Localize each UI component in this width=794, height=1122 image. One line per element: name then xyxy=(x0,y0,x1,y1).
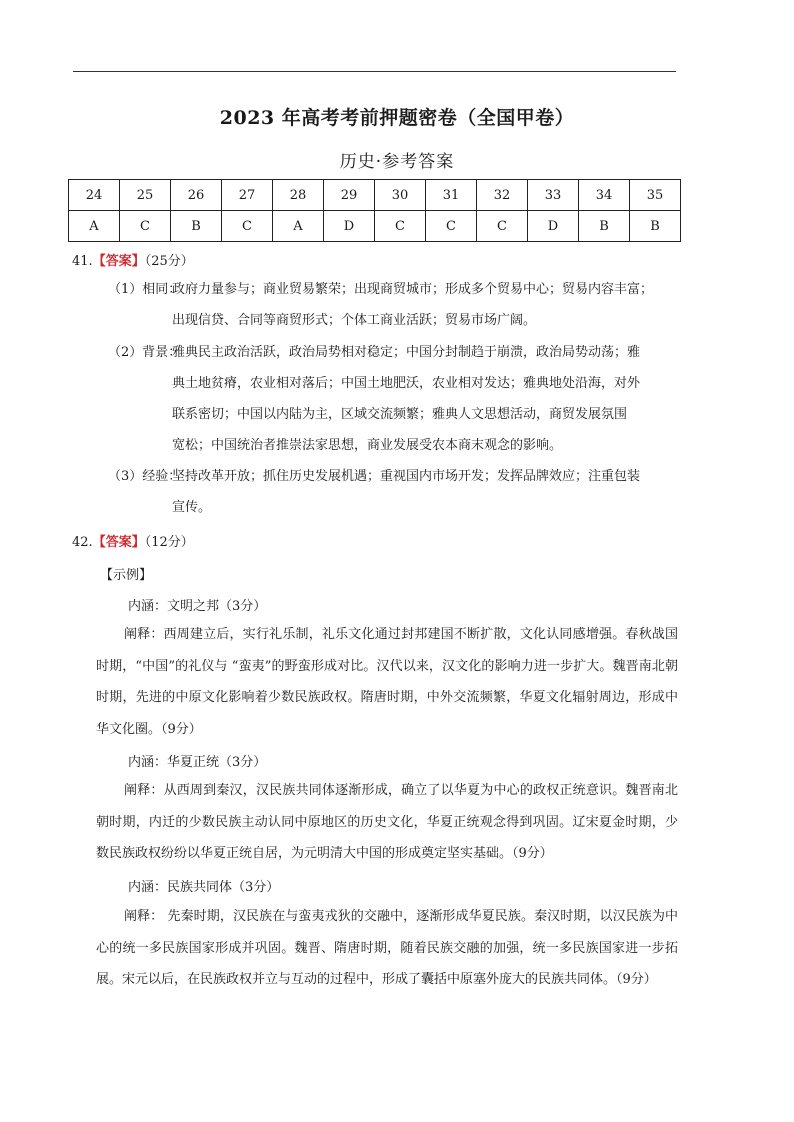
answer-cell: A xyxy=(273,211,324,242)
q41-part-1 xyxy=(108,274,680,336)
question-number-cell: 26 xyxy=(171,180,222,211)
text-line: 出现信贷、合同等商贸形式；个体工商业活跃；贸易市场广阔。 xyxy=(172,313,537,328)
text-line: 典土地贫瘠，农业相对落后；中国土地肥沃，农业相对发达；雅典地处沿海，对外 xyxy=(172,376,641,391)
q42-connotation-1: 内涵：文明之邦（3分） xyxy=(128,599,267,614)
answer-cell: C xyxy=(222,211,273,242)
question-number-cell: 32 xyxy=(477,180,528,211)
text-line: 联系密切；中国以内陆为主，区域交流频繁；雅典人文思想活动，商贸发展氛围 xyxy=(172,407,628,422)
q41-answer-tag: 【答案】 xyxy=(92,254,145,269)
question-number-cell: 33 xyxy=(528,180,579,211)
question-number-cell: 30 xyxy=(375,180,426,211)
q41-number: 41. xyxy=(72,254,93,269)
q42-number: 42. xyxy=(72,535,93,550)
answer-cell: A xyxy=(69,211,120,242)
q42-answer-tag: 【答案】 xyxy=(92,535,145,550)
q41-part-3-label: （3）经验： xyxy=(108,469,182,484)
q41-part-2-text xyxy=(172,337,680,461)
header-rule xyxy=(73,71,676,72)
q42-connotation-3: 内涵：民族共同体（3分） xyxy=(128,880,280,895)
answer-cell: C xyxy=(426,211,477,242)
question-number-row xyxy=(69,180,681,211)
answer-cell: D xyxy=(528,211,579,242)
q41-part-3-text xyxy=(172,461,680,523)
question-number-cell: 28 xyxy=(273,180,324,211)
question-number-cell: 27 xyxy=(222,180,273,211)
q42-heading xyxy=(72,531,194,550)
text-line: 雅典民主政治活跃，政治局势相对稳定；中国分封制趋于崩溃，政治局势动荡；雅 xyxy=(172,345,641,360)
q42-example-label: 【示例】 xyxy=(100,568,153,583)
answer-cell: C xyxy=(120,211,171,242)
q41-part-1-label: （1）相同： xyxy=(108,282,182,297)
question-number-cell: 31 xyxy=(426,180,477,211)
q42-connotation-2: 内涵：华夏正统（3分） xyxy=(128,755,267,770)
answer-cell: C xyxy=(477,211,528,242)
page-title: 2023 年高考考前押题密卷（全国甲卷） xyxy=(219,107,575,129)
q41-part-1-text xyxy=(172,274,680,336)
text-line: 宣传。 xyxy=(172,500,212,515)
answer-row xyxy=(69,211,681,242)
q41-part-2-label: （2）背景： xyxy=(108,345,182,360)
question-number-cell: 29 xyxy=(324,180,375,211)
question-number-cell: 35 xyxy=(630,180,681,211)
text-line: 坚持改革开放；抓住历史发展机遇；重视国内市场开发；发挥品牌效应；注重包装 xyxy=(172,469,641,484)
q41-part-2 xyxy=(108,337,680,461)
q42-explanation-2: 阐释：从西周到秦汉，汉民族共同体逐渐形成，确立了以华夏为中心的政权正统意识。魏晋南北朝时期，内迁的少数民族主动认同中原地区的历史文化，华夏正统观念得到巩固。辽宋夏金时期，少数民族政权纷纷以华夏正统自居，为元明清大中国的形成奠定坚实基础。（9分） xyxy=(96,783,678,861)
q42-score: （12分） xyxy=(144,535,194,550)
text-line: 宽松；中国统治者推崇法家思想，商业发展受农本商末观念的影响。 xyxy=(172,438,563,453)
answer-cell: C xyxy=(375,211,426,242)
page-subtitle: 历史·参考答案 xyxy=(339,152,455,172)
text-line: 政府力量参与；商业贸易繁荣；出现商贸城市；形成多个贸易中心；贸易内容丰富； xyxy=(172,282,654,297)
answer-cell: B xyxy=(171,211,222,242)
question-number-cell: 24 xyxy=(69,180,120,211)
q41-score: （25分） xyxy=(144,254,194,269)
q41-part-3 xyxy=(108,461,680,523)
question-number-cell: 34 xyxy=(579,180,630,211)
answer-cell: B xyxy=(579,211,630,242)
q42-explanation-1: 阐释：西周建立后，实行礼乐制，礼乐文化通过封邦建国不断扩散，文化认同感增强。春秋战国时期，“中国”的礼仪与 “蛮夷”的野蛮形成对比。汉代以来，汉文化的影响力进一步扩大。魏晋南北朝时期，先进的中原文化影响着少数民族政权。隋唐时期，中外交流频繁，华夏文化辐射周边，形成中华文化圈。（9分） xyxy=(96,627,678,737)
answer-table xyxy=(68,179,681,242)
answer-cell: D xyxy=(324,211,375,242)
answer-cell: B xyxy=(630,211,681,242)
question-number-cell: 25 xyxy=(120,180,171,211)
q41-heading xyxy=(72,250,194,269)
q42-explanation-3: 阐释： 先秦时期，汉民族在与蛮夷戎狄的交融中，逐渐形成华夏民族。秦汉时期，以汉民族为中心的统一多民族国家形成并巩固。魏晋、隋唐时期，随着民族交融的加强，统一多民族国家进一步拓展。宋元以后，在民族政权并立与互动的过程中，形成了囊括中原塞外庞大的民族共同体。（9分） xyxy=(96,909,678,987)
